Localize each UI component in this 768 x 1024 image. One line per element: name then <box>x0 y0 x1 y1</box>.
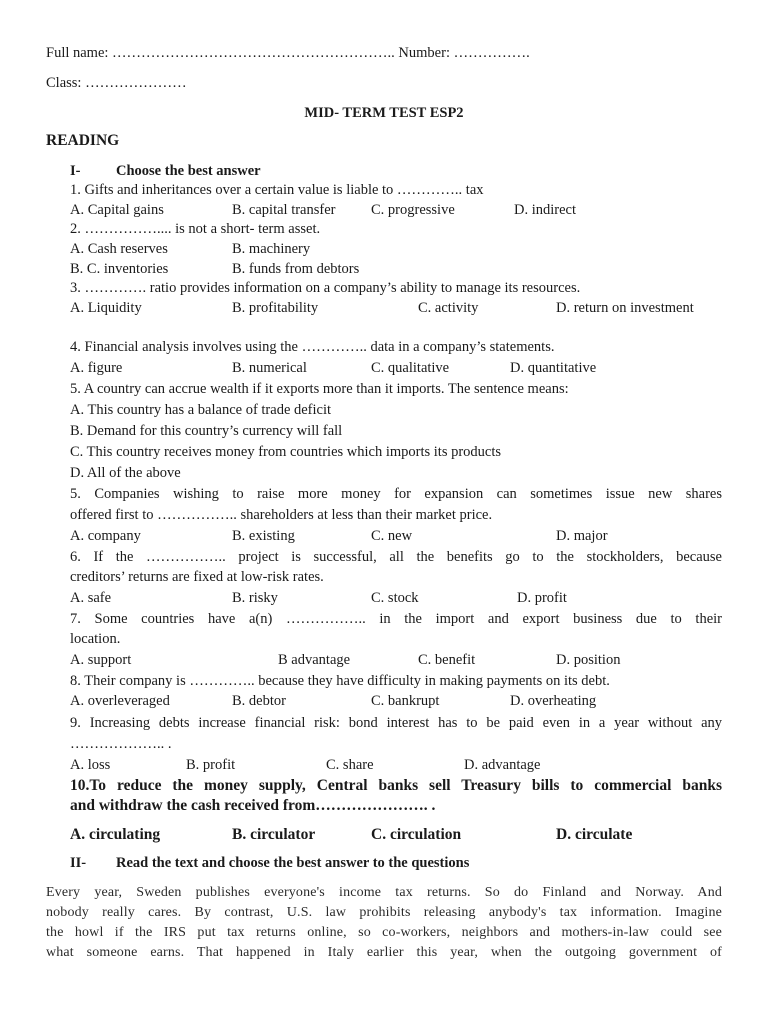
q10-option-b[interactable]: B. circulator <box>232 826 316 843</box>
question-4-stem: 4. Financial analysis involves using the ………….. data in a company’s statements. <box>70 339 555 355</box>
question-3-stem: 3. …………. ratio provides information on a company’s ability to manage its resources. <box>70 280 581 296</box>
reading-text-line-1: Every year, Sweden publishes everyone's income tax returns. So do Finland and Norway. And <box>46 885 722 900</box>
q10-option-a[interactable]: A. circulating <box>70 826 161 843</box>
q8-option-c[interactable]: C. bankrupt <box>371 693 440 709</box>
q3-option-b[interactable]: B. profitability <box>232 300 319 316</box>
page-title: MID- TERM TEST ESP2 <box>304 105 464 121</box>
question-1-stem: 1. Gifts and inheritances over a certain value is liable to ………….. tax <box>70 182 484 198</box>
question-10-stem-line1: 10.To reduce the money supply, Central banks sell Treasury bills to commercial banks <box>70 777 722 794</box>
question-7-stem-line2: location. <box>70 631 121 647</box>
question-6-stem-line1: 6. If the …………….. project is successful, all the benefits go to the stockholders, because <box>70 549 722 565</box>
q2-option-a[interactable]: A. Cash reserves <box>70 241 168 257</box>
section-heading: READING <box>46 132 120 149</box>
q4-option-d[interactable]: D. quantitative <box>510 360 597 376</box>
q4-option-a[interactable]: A. figure <box>70 360 123 376</box>
q6-option-a[interactable]: A. safe <box>70 590 112 606</box>
q9-option-d[interactable]: D. advantage <box>464 757 541 773</box>
q1-option-a[interactable]: A. Capital gains <box>70 202 164 218</box>
q7-option-c[interactable]: C. benefit <box>418 652 476 668</box>
q8-option-d[interactable]: D. overheating <box>510 693 597 709</box>
q5-option-d[interactable]: D. All of the above <box>70 465 181 481</box>
q2-option-b[interactable]: B. machinery <box>232 241 311 257</box>
q6-option-d[interactable]: D. profit <box>517 590 567 606</box>
q5b-option-c[interactable]: C. new <box>371 528 413 544</box>
q1-option-d[interactable]: D. indirect <box>514 202 577 218</box>
question-6-stem-line2: creditors’ returns are fixed at low-risk rates. <box>70 569 324 585</box>
q6-option-c[interactable]: C. stock <box>371 590 419 606</box>
q5b-option-a[interactable]: A. company <box>70 528 141 544</box>
part2-heading: Read the text and choose the best answer to the questions <box>116 855 470 871</box>
class-line: Class: ………………… <box>46 75 187 91</box>
question-9-stem-line1: 9. Increasing debts increase financial risk: bond interest has to be paid even in a year without any <box>70 715 722 731</box>
q3-option-c[interactable]: C. activity <box>418 300 479 316</box>
q3-option-d[interactable]: D. return on investment <box>556 300 694 316</box>
q5-option-b[interactable]: B. Demand for this country’s currency will fall <box>70 423 343 439</box>
part1-heading: Choose the best answer <box>116 163 261 179</box>
part2-number: II- <box>70 855 87 871</box>
q4-option-b[interactable]: B. numerical <box>232 360 307 376</box>
q5b-option-d[interactable]: D. major <box>556 528 608 544</box>
reading-text-line-3: the howl if the IRS put tax returns online, so co-workers, neighbors and mothers-in-law could see <box>46 925 722 940</box>
reading-text-line-4: what someone earns. That happened in Italy earlier this year, when the outgoing government of <box>46 945 722 960</box>
question-2-stem: 2. …………….... is not a short- term asset. <box>70 221 321 237</box>
question-5b-stem-line1: 5. Companies wishing to raise more money for expansion can sometimes issue new shares <box>70 486 722 502</box>
q7-option-a[interactable]: A. support <box>70 652 132 668</box>
q5-option-a[interactable]: A. This country has a balance of trade deficit <box>70 402 332 418</box>
q7-option-d[interactable]: D. position <box>556 652 621 668</box>
q3-option-a[interactable]: A. Liquidity <box>70 300 142 316</box>
question-7-stem-line1: 7. Some countries have a(n) …………….. in the import and export business due to their <box>70 611 722 627</box>
q7-option-b[interactable]: B advantage <box>278 652 351 668</box>
question-9-stem-line2: ……………….. . <box>70 736 172 752</box>
q1-option-c[interactable]: C. progressive <box>371 202 455 218</box>
question-8-stem: 8. Their company is ………….. because they have difficulty in making payments on its debt. <box>70 673 610 689</box>
question-5b-stem-line2: offered first to …………….. shareholders at less than their market price. <box>70 507 493 523</box>
full-name-line: Full name: ………………………………………………….. Number: ……………. <box>46 45 530 61</box>
q6-option-b[interactable]: B. risky <box>232 590 278 606</box>
q8-option-b[interactable]: B. debtor <box>232 693 286 709</box>
q10-option-c[interactable]: C. circulation <box>371 826 462 843</box>
q2-option-d[interactable]: B. funds from debtors <box>232 261 360 277</box>
reading-text-line-2: nobody really cares. By contrast, U.S. law prohibits releasing anybody's tax information. Imagine <box>46 905 722 920</box>
q4-option-c[interactable]: C. qualitative <box>371 360 450 376</box>
q9-option-c[interactable]: C. share <box>326 757 374 773</box>
q8-option-a[interactable]: A. overleveraged <box>70 693 170 709</box>
q9-option-a[interactable]: A. loss <box>70 757 111 773</box>
question-5-stem: 5. A country can accrue wealth if it exports more than it imports. The sentence means: <box>70 381 569 397</box>
question-10-stem-line2: and withdraw the cash received from…………………. . <box>70 797 436 814</box>
q5b-option-b[interactable]: B. existing <box>232 528 295 544</box>
q2-option-c[interactable]: B. C. inventories <box>70 261 169 277</box>
q1-option-b[interactable]: B. capital transfer <box>232 202 336 218</box>
q10-option-d[interactable]: D. circulate <box>556 826 633 843</box>
q9-option-b[interactable]: B. profit <box>186 757 236 773</box>
q5-option-c[interactable]: C. This country receives money from countries which imports its products <box>70 444 502 460</box>
part1-number: I- <box>70 163 81 179</box>
